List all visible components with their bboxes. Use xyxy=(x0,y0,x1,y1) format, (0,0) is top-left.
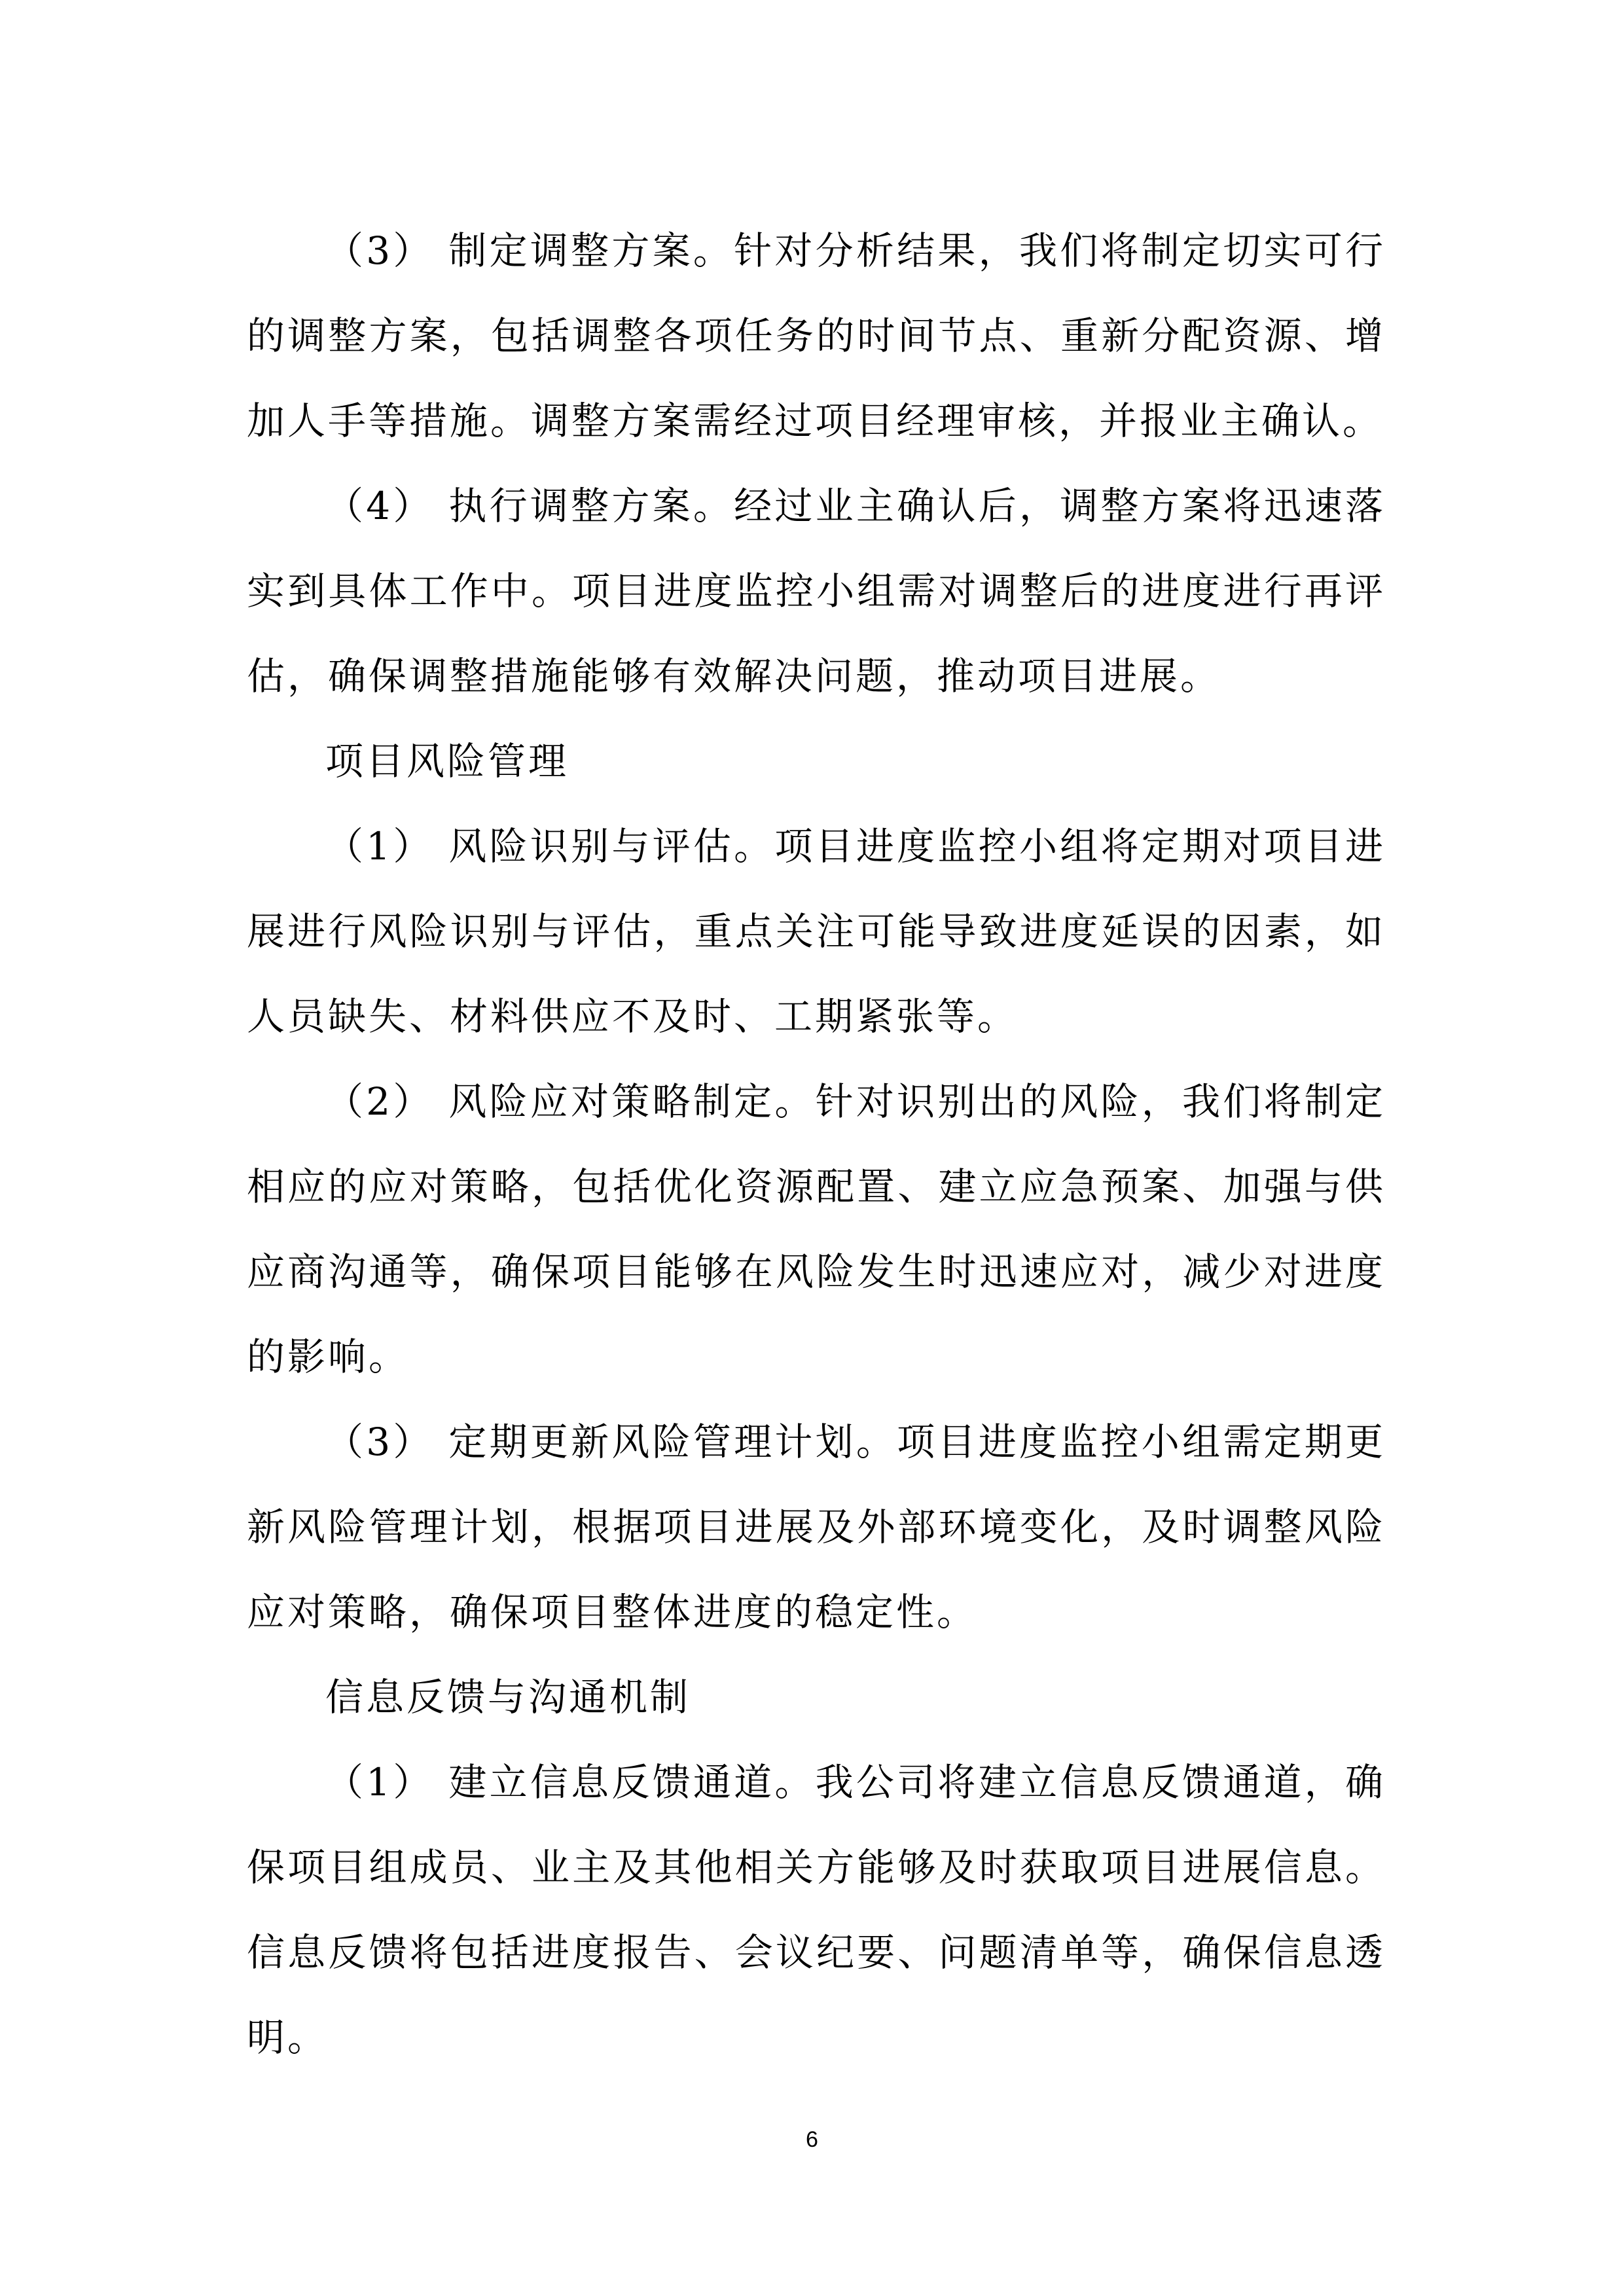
paragraph-feedback-channel: （1） 建立信息反馈通道。我公司将建立信息反馈通道，确保项目组成员、业主及其他相关方能够及时获取项目进展信息。信息反馈将包括进度报告、会议纪要、问题清单等，确保信息透明。 xyxy=(247,1760,1386,2060)
paragraph-risk-plan-update: （3） 定期更新风险管理计划。项目进度监控小组需定期更新风险管理计划，根据项目进展及外部环境变化，及时调整风险应对策略，确保项目整体进度的稳定性。 xyxy=(247,1420,1386,1634)
paragraph-risk-identification: （1） 风险识别与评估。项目进度监控小组将定期对项目进展进行风险识别与评估，重点关注可能导致进度延误的因素，如人员缺失、材料供应不及时、工期紧张等。 xyxy=(247,824,1386,1039)
section-heading-risk-management: 项目风险管理 xyxy=(325,739,569,783)
page-number: 6 xyxy=(806,2127,818,2152)
paragraph-risk-response: （2） 风险应对策略制定。针对识别出的风险，我们将制定相应的应对策略，包括优化资源配置、建立应急预案、加强与供应商沟通等，确保项目能够在风险发生时迅速应对，减少对进度的影响。 xyxy=(247,1079,1386,1379)
paragraph-execute-adjustment: （4） 执行调整方案。经过业主确认后，调整方案将迅速落实到具体工作中。项目进度监控小组需对调整后的进度进行再评估，确保调整措施能够有效解决问题，推动项目进展。 xyxy=(247,484,1386,698)
document-body xyxy=(247,208,1386,2080)
section-heading-feedback-communication: 信息反馈与沟通机制 xyxy=(325,1675,691,1719)
paragraph-adjustment-plan: （3） 制定调整方案。针对分析结果，我们将制定切实可行的调整方案，包括调整各项任务的时间节点、重新分配资源、增加人手等措施。调整方案需经过项目经理审核，并报业主确认。 xyxy=(247,228,1386,443)
